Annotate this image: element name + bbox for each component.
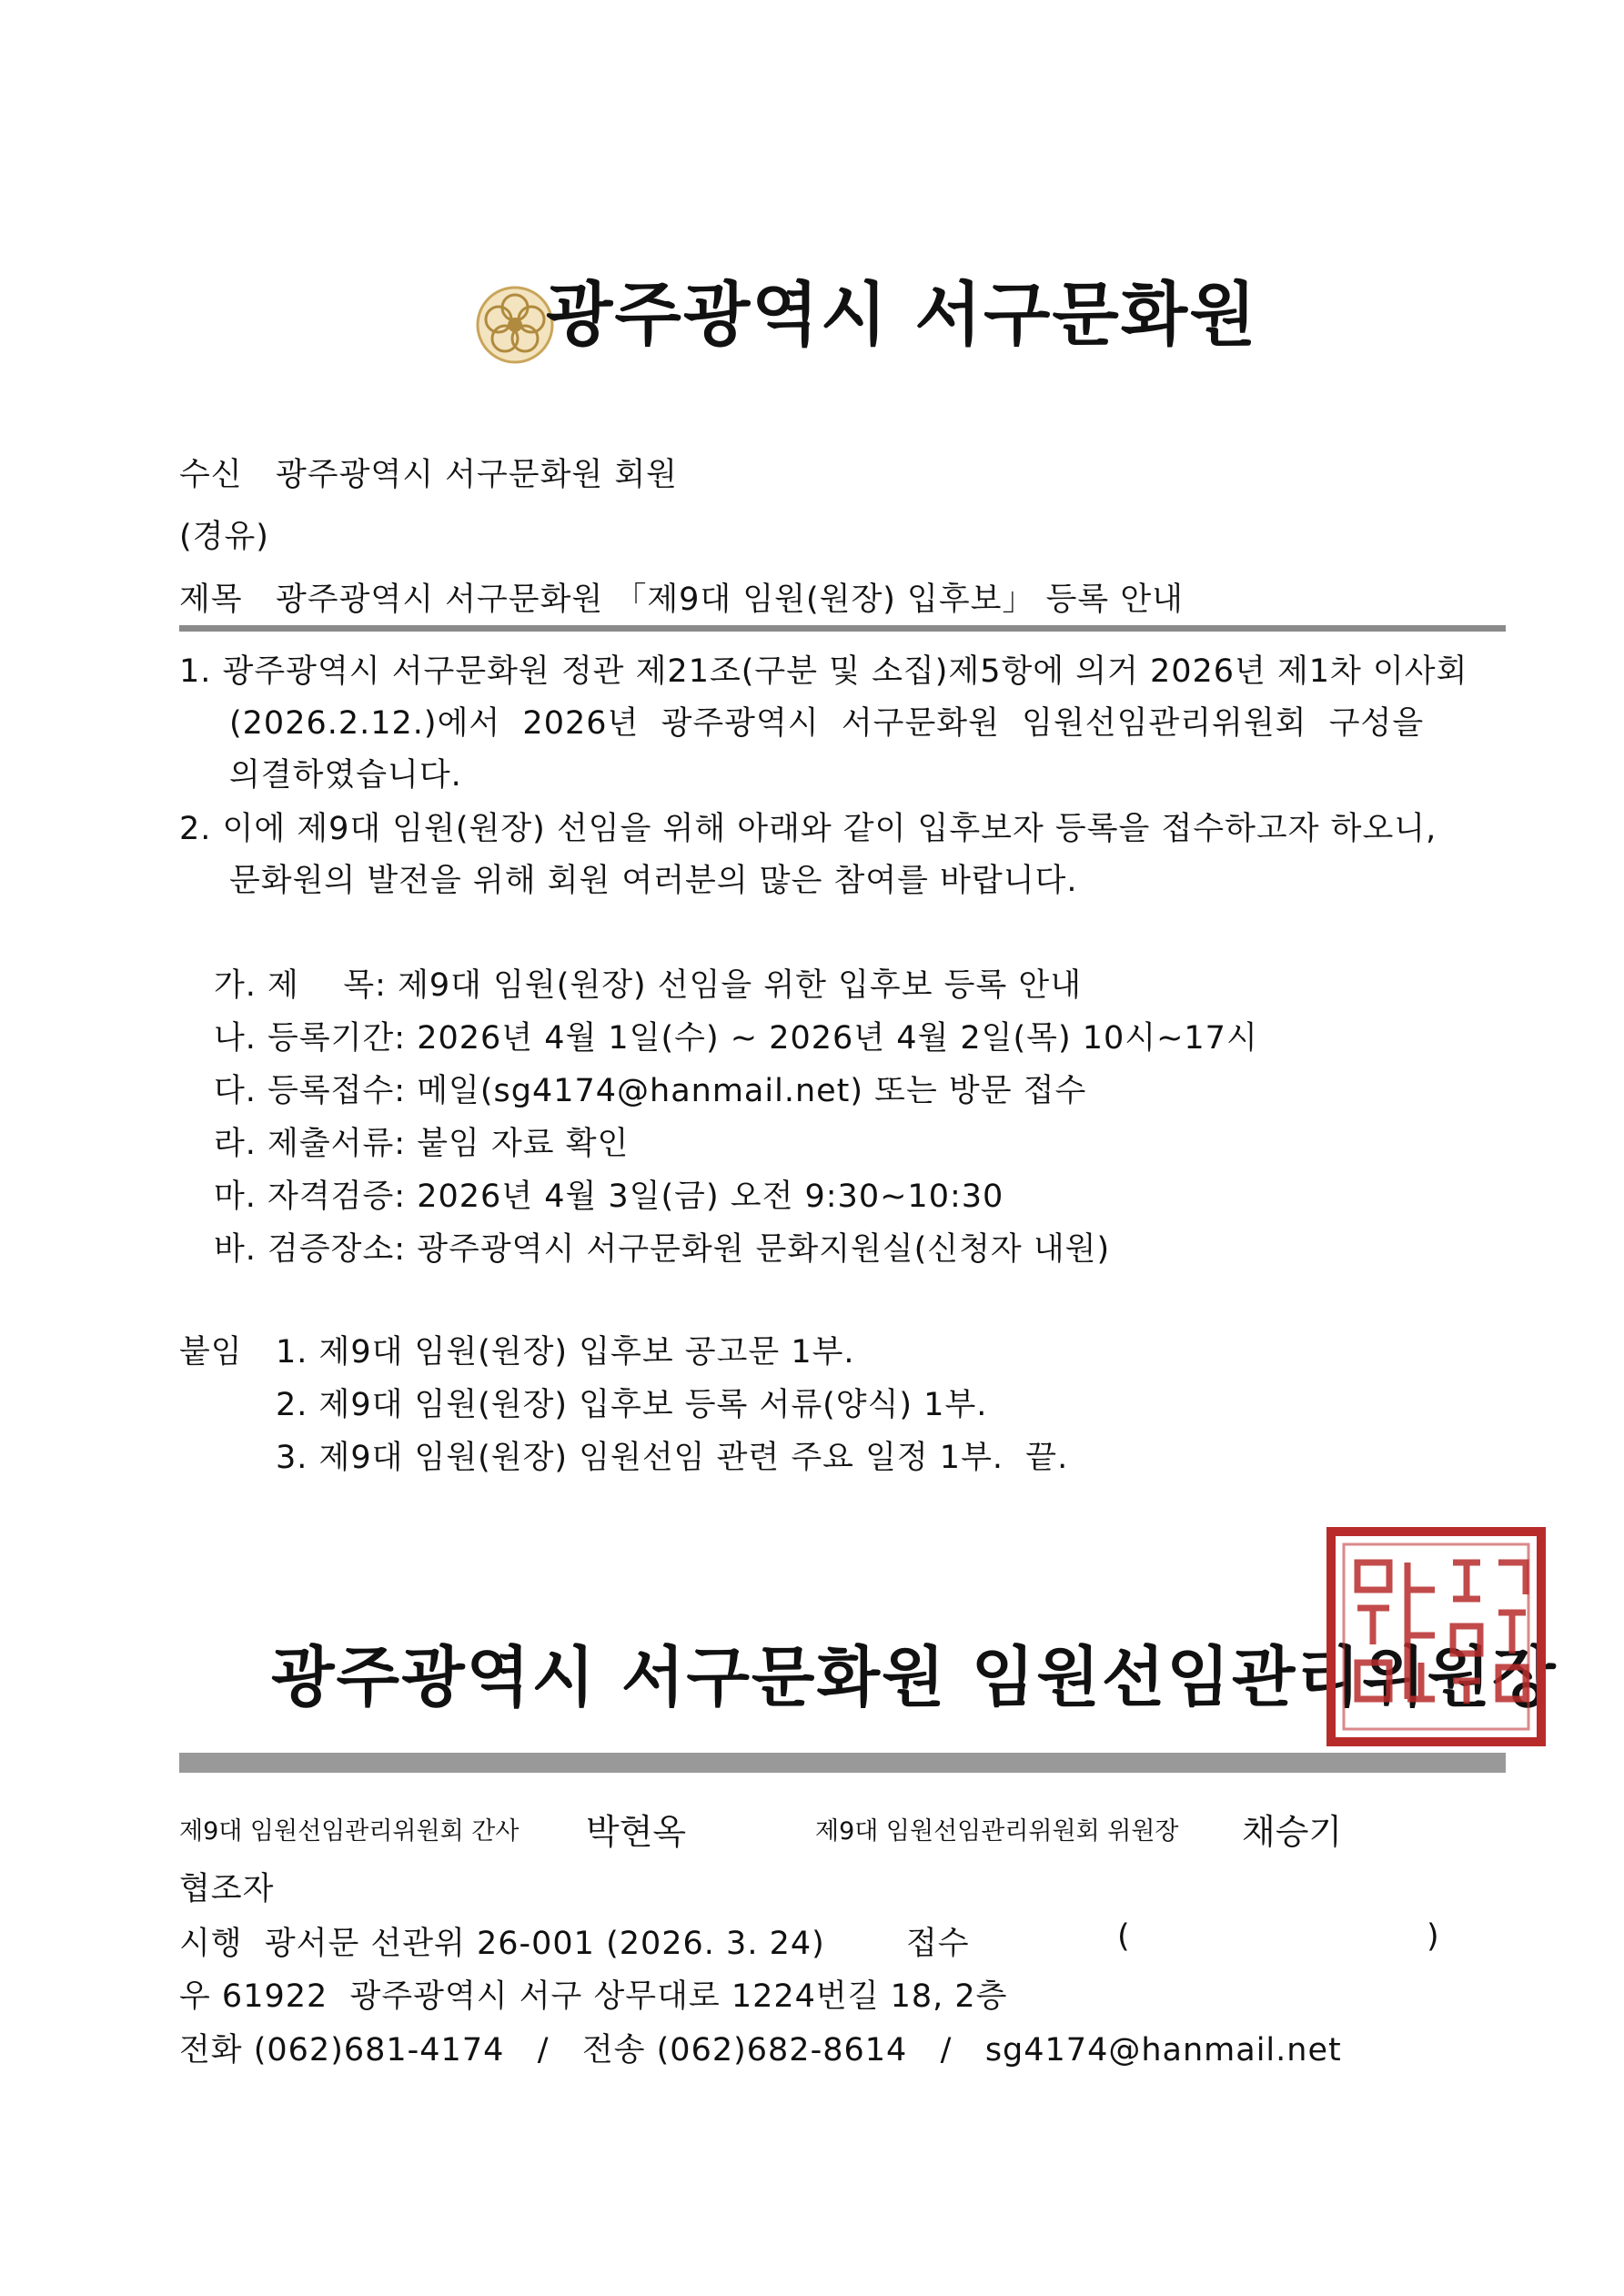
receipt-label: 접수 [906,1926,970,1962]
subject: 광주광역시 서구문화원 「제9대 임원(원장) 입후보」 등록 안내 [276,582,1184,618]
secretary-name: 박현옥 [586,1812,687,1852]
attachment-item: 1. 제9대 임원(원장) 입후보 공고문 1부. [276,1334,855,1371]
paragraph-1-line-3: 의결하였습니다. [229,757,462,794]
paragraph-1-line-2: (2026.2.12.)에서 2026년 광주광역시 서구문화원 임원선임관리위원회 구성을 [229,705,1425,742]
detail-item: 다. 등록접수: 메일(sg4174@hanmail.net) 또는 방문 접수 [214,1073,1087,1109]
secretary-role: 제9대 임원선임관리위원회 간사 [179,1817,519,1846]
paragraph-1-line-1: 1. 광주광역시 서구문화원 정관 제21조(구분 및 소집)제5항에 의거 2026년 제1차 이사회 [179,653,1468,690]
cooperator-label: 협조자 [179,1871,275,1907]
chair-name: 채승기 [1242,1812,1343,1852]
recipient: 광주광역시 서구문화원 회원 [276,457,678,493]
paragraph-2-line-2: 문화원의 발전을 위해 회원 여러분의 많은 참여를 바랍니다. [229,863,1078,899]
attachment-item: 3. 제9대 임원(원장) 임원선임 관련 주요 일정 1부. 끝. [276,1440,1069,1476]
subject-label: 제목 [179,582,243,618]
subject-divider [179,625,1506,632]
receipt-paren-open: ( [1117,1918,1131,1955]
via-label: (경유) [179,519,269,555]
attachments-label: 붙임 [179,1334,243,1371]
detail-item: 바. 검증장소: 광주광역시 서구문화원 문화지원실(신청자 내원) [214,1231,1111,1268]
sender-signature: 광주광역시 서구문화원 임원선임관리위원장 [271,1639,1558,1715]
address: 우 61922 광주광역시 서구 상무대로 1224번길 18, 2층 [179,1978,1008,2015]
flower-emblem-icon [467,268,545,347]
chair-role: 제9대 임원선임관리위원회 위원장 [815,1817,1179,1846]
detail-item: 가. 제 목: 제9대 임원(원장) 선임을 위한 입후보 등록 안내 [214,967,1083,1004]
detail-item: 라. 제출서류: 붙임 자료 확인 [214,1126,630,1162]
recipient-label: 수신 [179,457,243,493]
detail-item: 나. 등록기간: 2026년 4월 1일(수) ~ 2026년 4월 2일(목) 10시~17시 [214,1020,1258,1057]
paragraph-2-line-1: 2. 이에 제9대 임원(원장) 선임을 위해 아래와 같이 입후보자 등록을 접수하고자 하오니, [179,811,1437,847]
contact-info: 전화 (062)681-4174 / 전송 (062)682-8614 / sg4174@hanmail.net [179,2032,1342,2068]
detail-item: 마. 자격검증: 2026년 4월 3일(금) 오전 9:30~10:30 [214,1178,1004,1215]
org-title: 광주광역시 서구문화원 [546,274,1258,355]
footer-divider [179,1753,1506,1773]
receipt-paren-close: ) [1427,1918,1440,1955]
official-seal-icon [1316,1509,1538,1730]
attachment-item: 2. 제9대 임원(원장) 입후보 등록 서류(양식) 1부. [276,1387,988,1423]
enforcement-number: 시행 광서문 선관위 26-001 (2026. 3. 24) [179,1926,825,1962]
